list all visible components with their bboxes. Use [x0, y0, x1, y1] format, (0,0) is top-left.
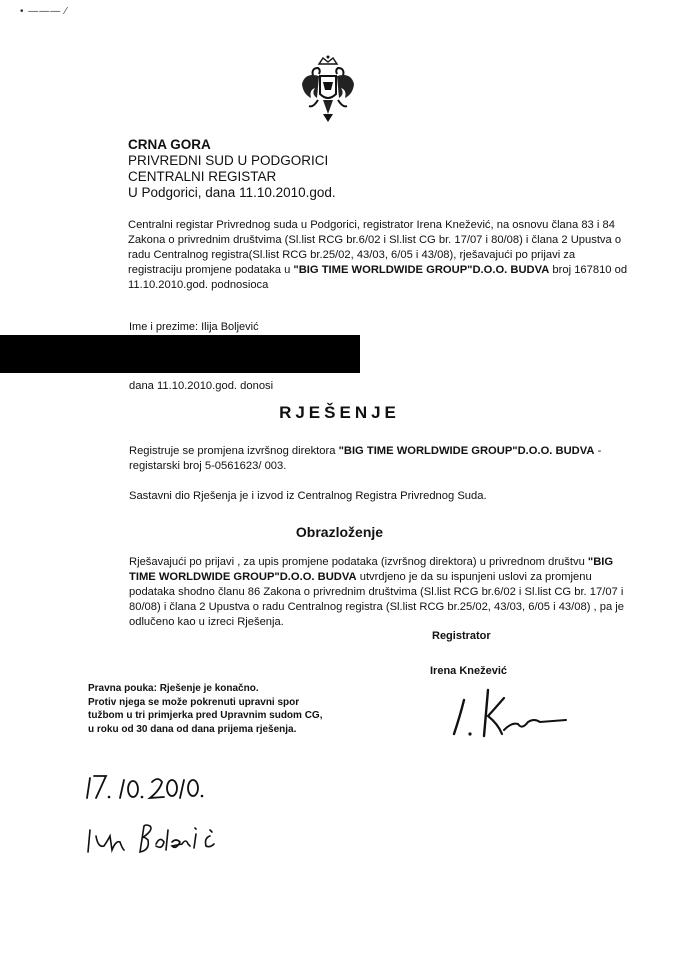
legal-notice-line: tužbom u tri primjerka pred Upravnim sudom CG,: [88, 710, 323, 721]
legal-notice-line: u roku od 30 dana od dana prijema rješenja.: [88, 723, 297, 735]
intro-text-end: broj 167810 od 11.10.2010.god. podnosioca: [128, 264, 628, 291]
coat-of-arms-icon: [299, 54, 357, 124]
handwritten-date-and-signature-icon: [84, 770, 244, 865]
reasoning-text: Rješavajući po prijavi , za upis promjene podataka (izvršnog direktora) u privrednom društvu: [129, 556, 588, 568]
redaction-bar: [0, 335, 360, 373]
legal-notice-line: Pravna pouka: Rješenje je konačno.: [88, 683, 259, 694]
decision-title: RJEŠENJE: [279, 403, 400, 422]
registration-text: Registruje se promjena izvršnog direktora: [129, 445, 339, 457]
applicant-name-line: Ime i prezime: Ilija Boljević: [129, 321, 259, 333]
decision-date-line: dana 11.10.2010.god. donosi: [129, 380, 274, 392]
registration-company: "BIG TIME WORLDWIDE GROUP"D.O.O. BUDVA: [338, 445, 595, 457]
legal-notice-line: Protiv njega se može pokrenuti upravni spor: [88, 696, 300, 708]
legal-notice: [88, 682, 322, 736]
intro-company: "BIG TIME WORLDWIDE GROUP"D.O.O. BUDVA: [293, 264, 550, 276]
registrar-title: Registrator: [432, 630, 491, 642]
reasoning-paragraph: [129, 555, 639, 630]
registration-paragraph: [129, 444, 629, 474]
reasoning-text-end: utvrdjeno je da su ispunjeni uslovi za promjenu podataka shodno članu 86 Zakona o privrednim društvima (Sl.list RCG br.6/02 i Sl.list CG br. 17/07 i 80/08) i člana 2 Upustva o radu Centralnog registra (Sl.list RCG br.25/02, 43/03, 6/05 i 43/08) , pa je odlučeno kao u izreci Rješenja.: [129, 571, 625, 628]
constituent-paragraph: Sastavni dio Rješenja je i izvod iz Centralnog Registra Privrednog Suda.: [129, 490, 487, 502]
intro-paragraph: [128, 218, 628, 293]
reasoning-company: "BIG TIME WORLDWIDE GROUP"D.O.O. BUDVA: [129, 556, 614, 583]
country-name: CRNA GORA: [128, 137, 211, 152]
intro-text: Centralni registar Privrednog suda u Podgorici, registrator Irena Knežević, na osnovu člana 83 i 84 Zakona o privrednim društvima (Sl.list RCG br.6/02 i Sl.list CG br. 17/07 i 80/08) i člana 2 Upustva o radu Centralnog registra(Sl.list RCG br.25/02, 43/03, 6/05 i 43/08), rješavajući po prijavi za registraciju promjene podataka u: [128, 219, 622, 276]
registrar-signature-icon: [440, 672, 580, 742]
registration-text-end: - registarski broj 5-0561623/ 003.: [129, 445, 602, 472]
registrar-name: Irena Knežević: [430, 665, 508, 677]
registry-name: CENTRALNI REGISTAR: [128, 169, 277, 184]
corner-mark: • ——— ⁄: [20, 6, 68, 17]
document-header: [128, 137, 336, 201]
reasoning-title: Obrazloženje: [295, 524, 384, 540]
place-date: U Podgorici, dana 11.10.2010.god.: [128, 185, 336, 200]
court-name: PRIVREDNI SUD U PODGORICI: [128, 153, 329, 168]
